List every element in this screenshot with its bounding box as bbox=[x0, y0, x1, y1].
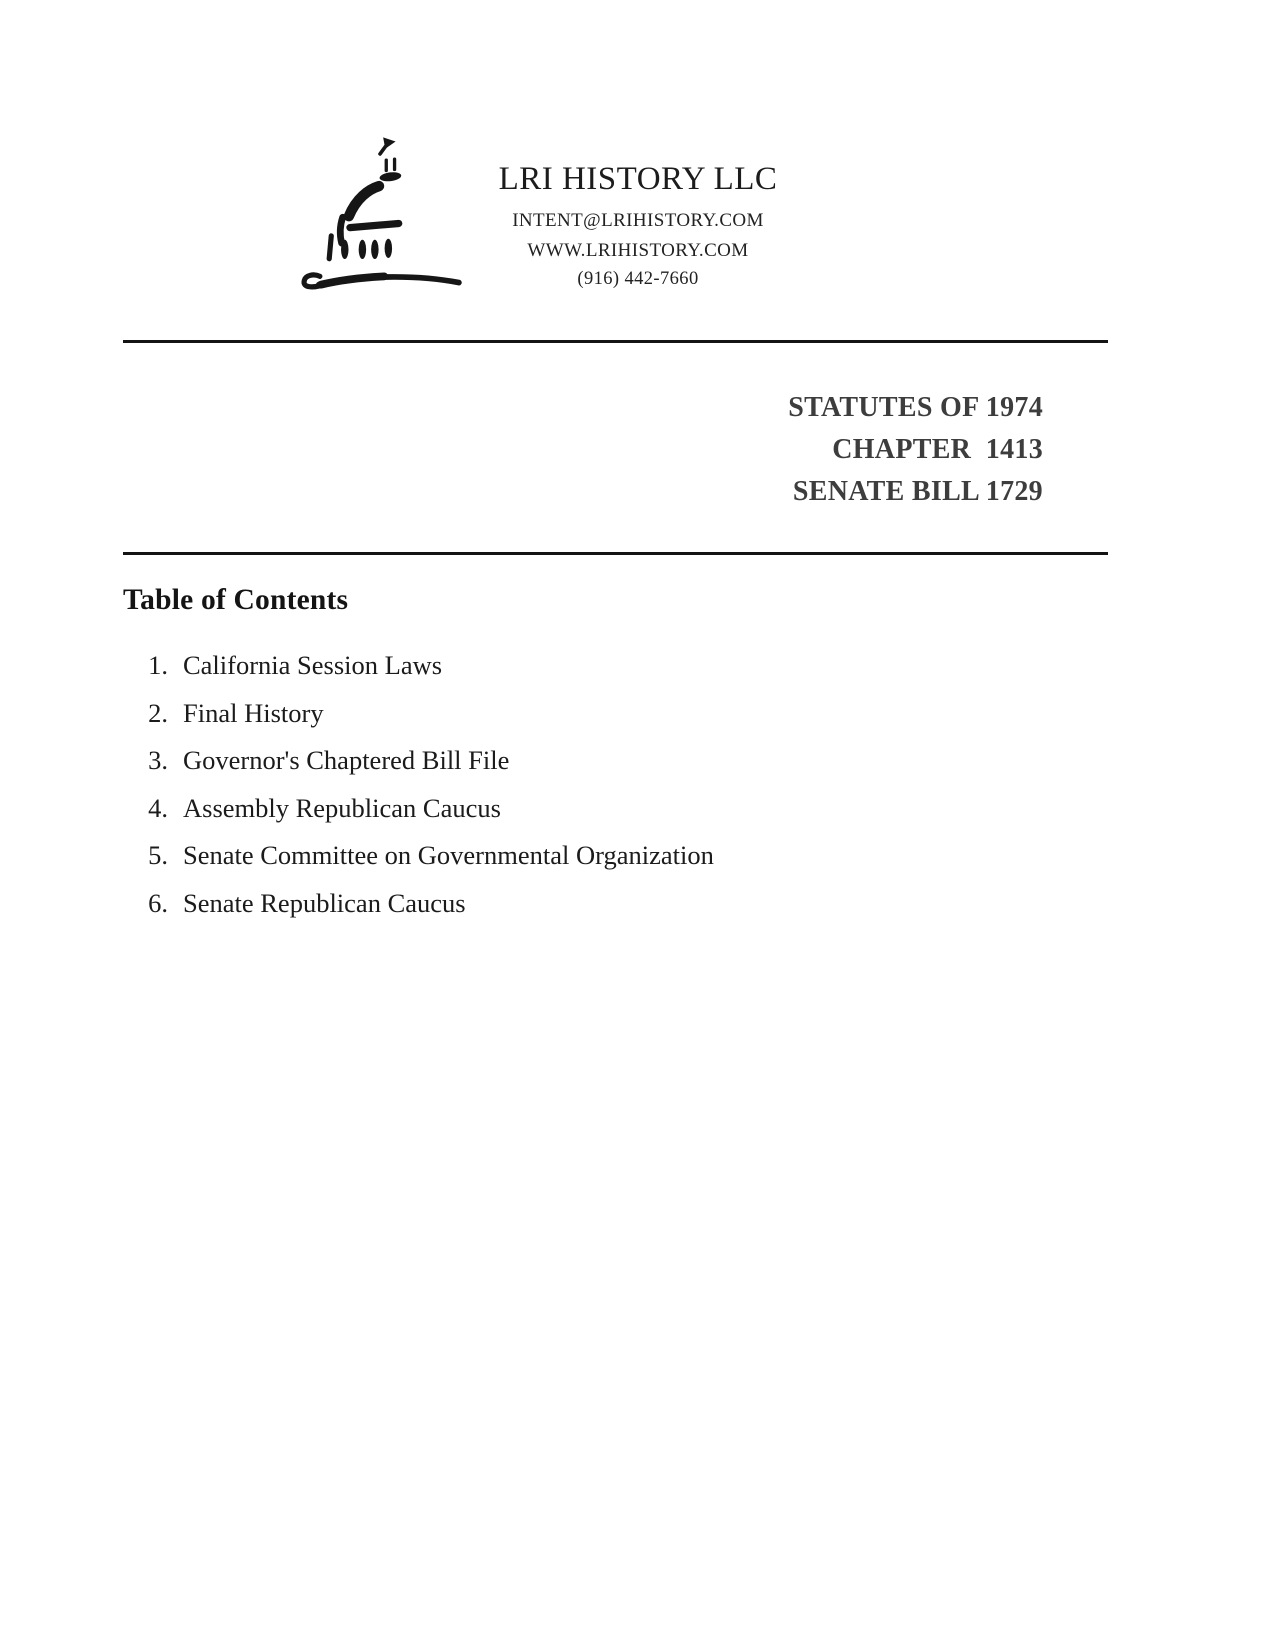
toc-item-number: 3. bbox=[148, 745, 168, 775]
horizontal-rule-bottom bbox=[123, 552, 1108, 555]
toc-item-label: Senate Committee on Governmental Organization bbox=[183, 840, 714, 870]
letterhead bbox=[380, 160, 896, 295]
statutes-line: STATUTES OF 1974 bbox=[788, 392, 1043, 423]
horizontal-rule-top bbox=[123, 340, 1108, 343]
company-website: WWW.LRIHISTORY.COM bbox=[527, 239, 749, 261]
toc-item bbox=[120, 841, 1020, 870]
toc-item-number: 1. bbox=[148, 650, 168, 680]
company-phone: (916) 442-7660 bbox=[577, 269, 699, 289]
toc-item-label: Governor's Chaptered Bill File bbox=[183, 745, 510, 775]
toc-list bbox=[120, 651, 1020, 936]
toc-item bbox=[120, 794, 1020, 823]
toc-item-label: California Session Laws bbox=[183, 650, 443, 680]
company-email: INTENT@LRIHISTORY.COM bbox=[512, 210, 764, 231]
toc-item-label: Final History bbox=[183, 697, 324, 728]
statute-reference-block bbox=[788, 387, 1043, 513]
toc-item bbox=[120, 699, 1020, 728]
toc-item-number: 2. bbox=[148, 697, 168, 728]
toc-item bbox=[120, 746, 1020, 775]
toc-item-number: 6. bbox=[148, 887, 168, 918]
toc-item-number: 5. bbox=[148, 840, 168, 870]
toc-item bbox=[120, 651, 1020, 680]
company-name: LRI HISTORY LLC bbox=[498, 161, 778, 197]
toc-item-label: Senate Republican Caucus bbox=[183, 887, 466, 918]
toc-item bbox=[120, 889, 1020, 918]
toc-item-number: 4. bbox=[148, 792, 168, 823]
toc-heading: Table of Contents bbox=[123, 584, 349, 616]
toc-item-label: Assembly Republican Caucus bbox=[183, 792, 501, 823]
senate-bill-line: SENATE BILL 1729 bbox=[792, 476, 1043, 507]
chapter-line: CHAPTER 1413 bbox=[832, 434, 1043, 465]
